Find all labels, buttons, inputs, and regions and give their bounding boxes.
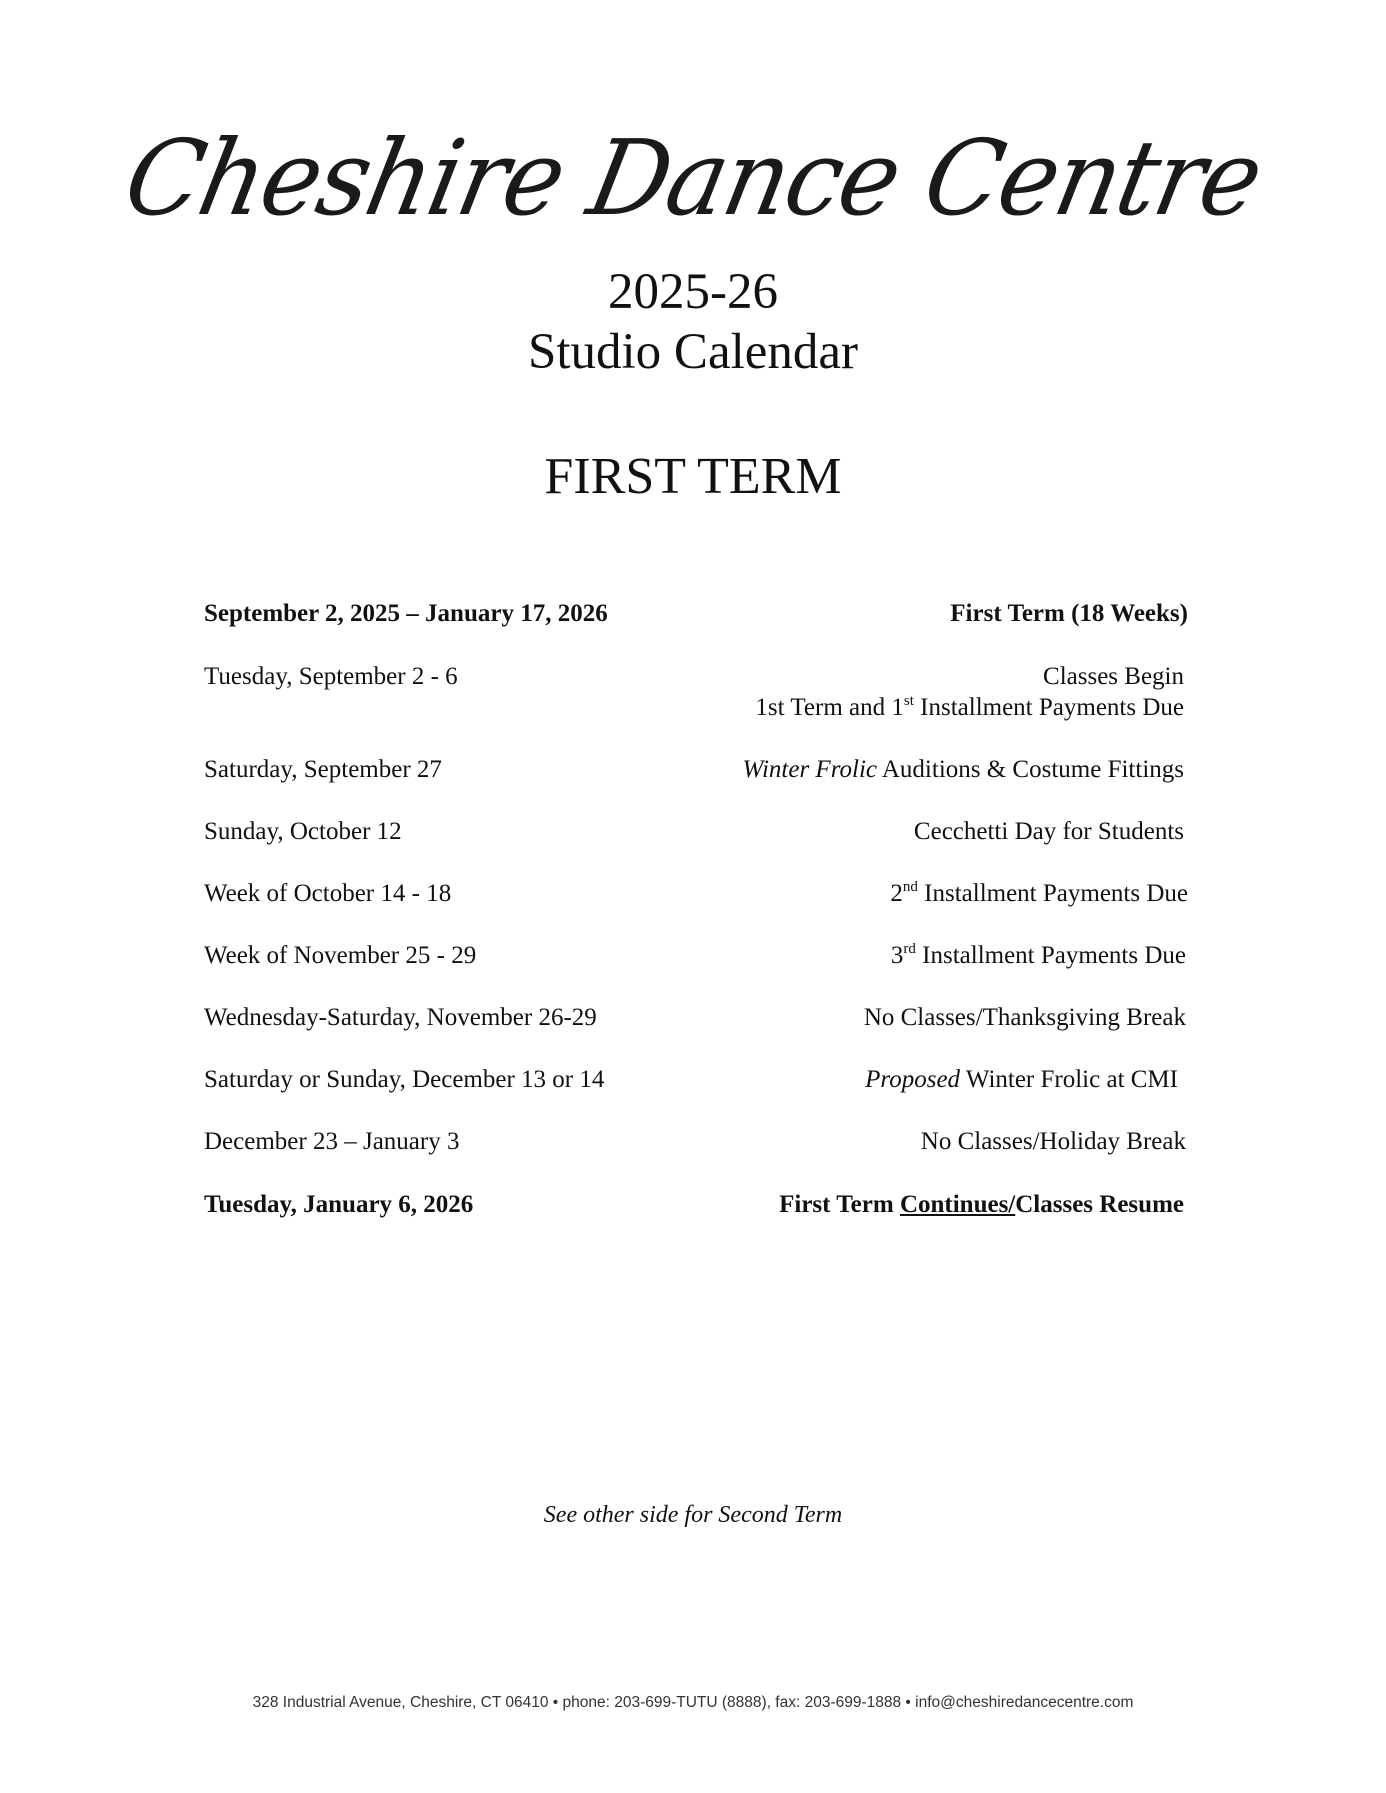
term-duration: First Term (18 Weeks)	[950, 600, 1188, 627]
event-text: 2	[890, 880, 903, 907]
event-description: No Classes/Thanksgiving Break	[863, 1004, 1186, 1031]
event-description	[865, 1064, 1178, 1095]
ordinal-suffix: rd	[903, 941, 916, 957]
ordinal-suffix: nd	[902, 879, 918, 895]
event-description	[755, 661, 1184, 723]
event-line	[755, 692, 1184, 723]
event-date: Saturday, September 27	[204, 756, 442, 783]
event-text: Installment Payments Due	[913, 694, 1184, 721]
event-date: Week of November 25 - 29	[204, 942, 477, 969]
event-italic-text: Proposed	[865, 1066, 961, 1093]
studio-logo	[0, 108, 1386, 248]
event-description: Cecchetti Day for Students	[913, 818, 1184, 845]
event-text: Classes Resume	[1015, 1191, 1184, 1218]
event-description	[743, 754, 1184, 785]
event-date: Week of October 14 - 18	[204, 880, 452, 907]
event-text: 1st Term and 1	[755, 694, 904, 721]
event-date: December 23 – January 3	[204, 1128, 460, 1155]
resume-description	[779, 1189, 1184, 1220]
event-underlined-text: Continues/	[899, 1191, 1016, 1218]
event-text: 3	[890, 942, 904, 969]
event-description: No Classes/Holiday Break	[920, 1128, 1186, 1155]
calendar-year: 2025-26	[608, 264, 778, 320]
event-date: Saturday or Sunday, December 13 or 14	[204, 1066, 605, 1093]
event-text: Installment Payments Due	[915, 942, 1186, 969]
event-description	[890, 878, 1188, 909]
term-date-range: September 2, 2025 – January 17, 2026	[204, 600, 608, 627]
ordinal-suffix: st	[903, 693, 914, 709]
event-line: Classes Begin	[1043, 663, 1184, 690]
event-italic-text: Winter Frolic	[742, 756, 877, 783]
second-term-note: See other side for Second Term	[543, 1502, 843, 1528]
event-date: Tuesday, September 2 - 6	[204, 663, 458, 690]
event-date: Wednesday-Saturday, November 26-29	[204, 1004, 597, 1031]
contact-address: 328 Industrial Avenue, Cheshire, CT 06410 • phone: 203-699-TUTU (8888), fax: 203-699-1888 • info@cheshiredancecentre.com	[252, 1694, 1134, 1711]
event-text: Auditions & Costume Fittings	[877, 756, 1184, 783]
term-heading: FIRST TERM	[544, 448, 842, 505]
event-text: Winter Frolic at CMI	[960, 1066, 1178, 1093]
event-description	[891, 940, 1186, 971]
event-text: First Term	[779, 1191, 900, 1218]
event-date: Sunday, October 12	[204, 818, 402, 845]
event-text: Installment Payments Due	[917, 880, 1188, 907]
resume-date: Tuesday, January 6, 2026	[204, 1191, 474, 1218]
page-title: Studio Calendar	[527, 324, 859, 380]
logo-text: Cheshire Dance Centre	[115, 117, 1271, 239]
